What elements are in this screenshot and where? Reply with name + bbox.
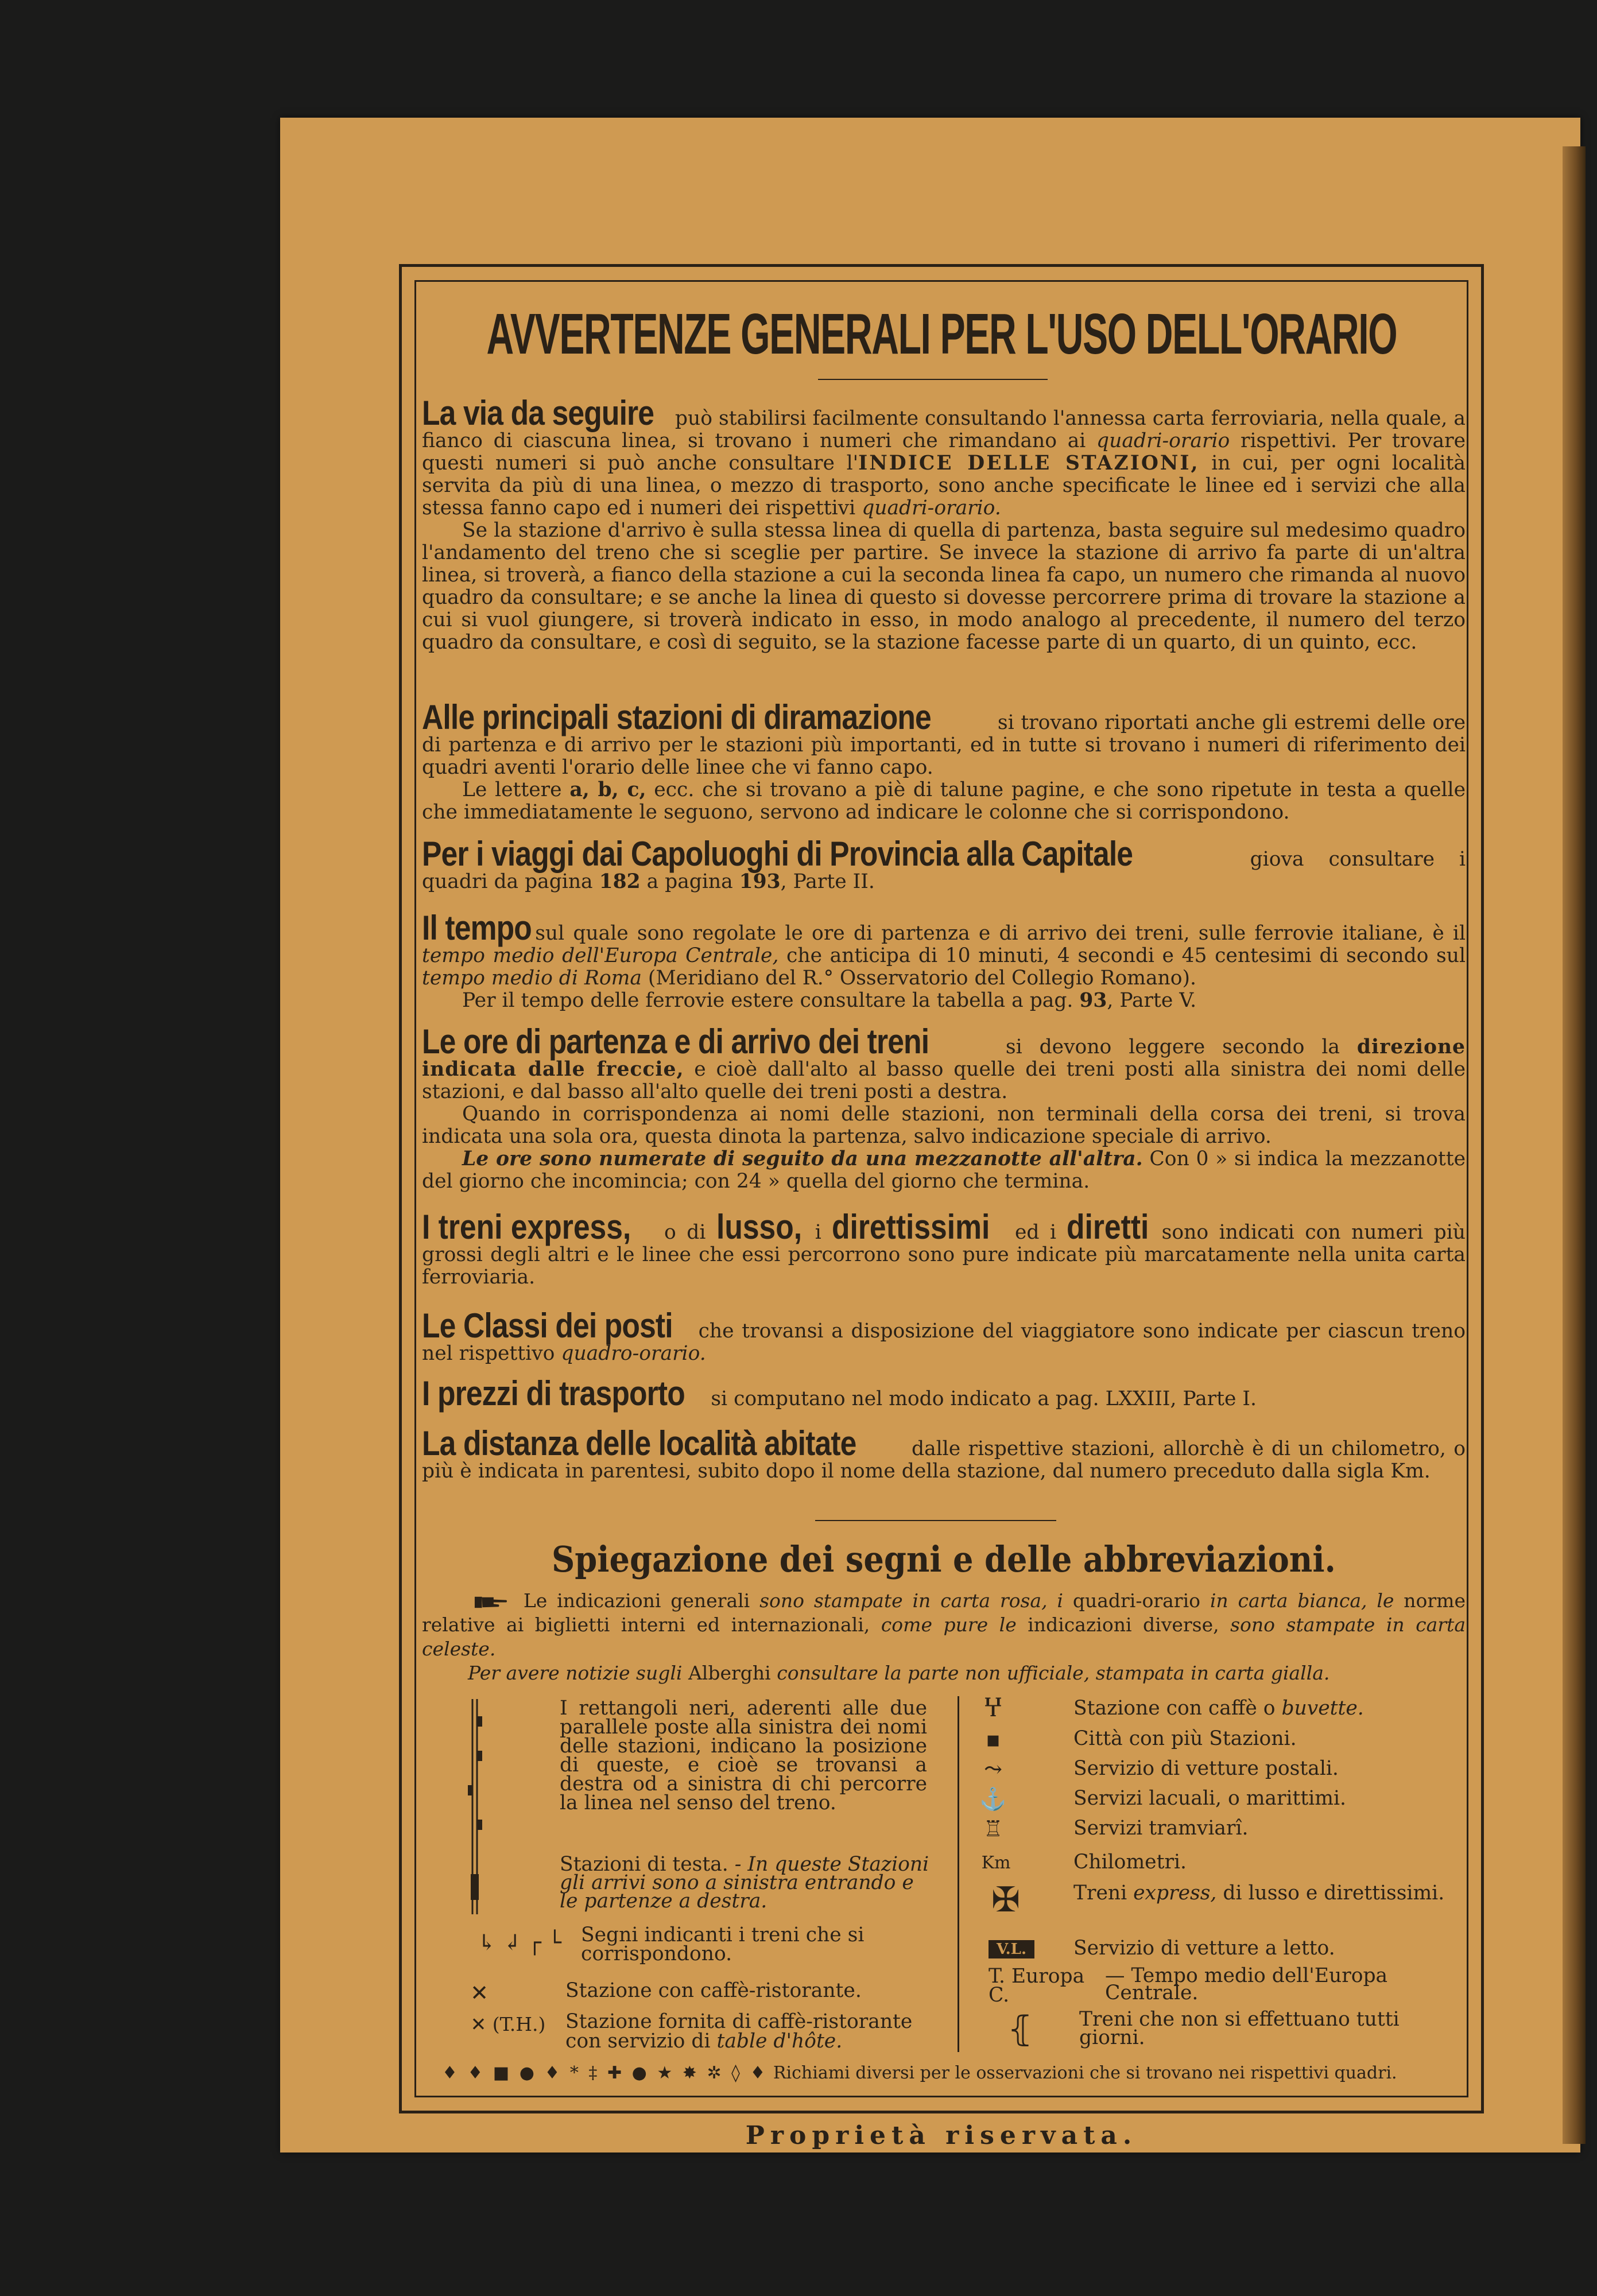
legend-europa-c: — Tempo medio dell'Europa Centrale. [1105,1964,1388,2004]
lead-tempo: Il tempo [422,909,532,947]
legend-segni-treni: Segni indicanti i treni che si corrispondono. [581,1923,865,1965]
express-train-icon: ✠ [991,1880,1021,1920]
text: quadri-orario [1096,429,1230,452]
paragraph-ore-partenza [422,1022,1466,1193]
text: di lusso e direttissimi. [1216,1882,1445,1905]
text: lusso, [716,1208,803,1246]
text: Le indicazioni generali [514,1589,760,1612]
text: Treni [1073,1882,1134,1905]
text: può stabilirsi facilmente consultando l'annessa carta ferroviaria, nella quale, a fianco di ciascuna linea, si trovano i numeri che rimandano ai [422,407,1466,452]
richiami-line [442,2064,1470,2082]
legend-caffe-ristorante: Stazione con caffè-ristorante. [565,1979,862,2002]
paragraph-capoluoghi [422,835,1466,893]
text: rispettivi. Per trovare questi numeri si può anche consultare l' [422,429,1466,475]
text: tempo medio dell'Europa Centrale, [422,944,779,967]
tram-icon: ♖ [983,1816,1003,1841]
section-title: Spiegazione dei segni e delle abbreviazioni. [551,1538,1336,1580]
richiami-symbols-icon: ♦ ♦ ■ ● ♦ * ‡ ✚ ● ★ ✸ ✲ ◊ ♦ [442,2063,768,2083]
text: quadri-orario [1063,1589,1210,1612]
lead-via-da-seguire: La via da seguire [422,394,654,432]
legend-table-dhote [565,2012,933,2051]
lead-capoluoghi: Per i viaggi dai Capoluoghi di Provincia alla Capitale [422,835,1133,873]
legend-tramviari: Servizi tramviarî. [1073,1817,1249,1840]
text: dalle rispettive stazioni, allorchè è di un chilometro, o più è indicata in parentesi, subito dopo il nome della stazione, dal numero preceduto dalla sigla Km. [422,1437,1466,1483]
text: o di [653,1221,716,1244]
legend-treni-express [1073,1882,1464,1905]
paragraph-prezzi [422,1374,1466,1413]
text: e cioè dall'alto al basso quelle dei treni posti alla sinistra dei nomi delle stazioni, e dal basso all'alto quelle dei treni posti a destra. [422,1058,1466,1103]
text: Per avere notizie sugli [468,1662,683,1684]
text: diretti [1067,1208,1149,1246]
text: Stazione fornita di caffè-ristorante con servizio di [565,2010,913,2053]
legend-chilometri: Chilometri. [1073,1851,1187,1874]
text: buvette. [1281,1697,1364,1720]
text: sul quale sono regolate le ore di partenza e di arrivo dei treni, sulle ferrovie italiane, è il [526,922,1466,945]
text: a pagina [640,870,739,893]
text: Quando in corrispondenza ai nomi delle stazioni, non terminali della corsa dei treni, si trova indicata una sola ora, questa dinota la partenza, salvo indicazione speciale di arrivo. [422,1103,1466,1148]
text: direttissimi [832,1208,990,1246]
km-label: Km [981,1853,1011,1873]
text: - In queste Stazioni gli arrivi sono a sinistra entrando e le partenze a destra. [560,1853,929,1913]
footer-proprieta: Proprietà riservata. [745,2121,1138,2150]
pointing-hand-icon [468,1593,514,1611]
legend-non-tutti-giorni: Treni che non si effettuano tutti giorni. [1079,2008,1400,2049]
text: ed i [1004,1221,1067,1244]
text: sono stampate in carta rosa, i [759,1589,1063,1612]
legend-rettangoli: I rettangoli neri, aderenti alle due parallele poste alla sinistra dei nomi delle stazioni, indicano la posizione di queste, e cioè se trovansi a destra od a sinistra di chi percorre la linea nel senso del treno. [560,1697,927,1814]
text: INDICE DELLE STAZIONI, [858,452,1200,475]
table-dhote-icon: ✕ (T.H.) [470,2013,546,2035]
lead-treni-express: I treni express, [422,1208,631,1246]
text: Stazione con caffè o [1073,1697,1282,1720]
city-stations-icon: ▪ [986,1727,1001,1752]
cover-edge [1563,146,1586,2144]
text: Alberghi [682,1662,777,1684]
anchor-icon: ⚓ [979,1786,1007,1812]
legend-lacuali: Servizi lacuali, o marittimi. [1073,1787,1346,1810]
text: quadro-orario. [561,1342,706,1365]
text: Stazioni di testa. [560,1853,728,1876]
header [419,294,1464,374]
text: giova consultare i quadri da pagina [422,848,1466,893]
brace-icon: ⦃ [1007,2009,1033,2049]
correspondence-signs-icon: ↳ ↲ ┌ └ [478,1930,561,1955]
lead-classi: Le Classi dei posti [422,1306,673,1345]
lead-prezzi: I prezzi di trasporto [422,1374,685,1413]
paragraph-tempo [422,909,1466,1012]
text: direzione indicata dalle freccie, [422,1035,1466,1081]
text: , Parte V. [1107,989,1197,1012]
text: table d'hôte. [716,2030,843,2053]
header-rule [818,379,1048,380]
buvette-icon: Ⴤ [984,1696,1002,1721]
text: norme relative ai biglietti interni ed internazionali, [422,1589,1466,1636]
text: sono indicati con numeri più grossi degli altri e le linee che essi percorrono sono pure indicate più marcatamente nella unita carta ferroviaria. [422,1221,1466,1289]
text: express, [1133,1882,1217,1905]
text: che trovansi a disposizione del viaggiatore sono indicate per ciascun treno nel rispettivo [422,1320,1466,1365]
postal-carriage-icon: ⤳ [984,1756,1002,1782]
europa-c-label: T. Europa C. [989,1965,1085,2007]
text: in cui, per ogni località servita da più di una linea, o mezzo di trasporto, sono anche specificate le linee ed i servizi che alla stessa fanno capo ed i numeri dei rispettivi [422,452,1466,519]
text: come pure le [881,1614,1017,1636]
text: Le ore sono numerate di seguito da una mezzanotte all'altra. [462,1147,1143,1170]
text: Se la stazione d'arrivo è sulla stessa linea di quella di partenza, basta seguire sul medesimo quadro l'andamento del treno che si sceglie per partire. Se invece la stazione di arrivo fa parte di un'altra linea, si troverà, a fianco della stazione a cui la seconda linea fa capo, un numero che rimanda al nuovo quadro da consultare; e se anche la linea di questo si dovesse percorrere prima di trovare la stazione a cui si vuol giungere, si troverà indicato in esso, in modo analogo al precedente, il numero del terzo quadro da consultare, e così di seguito, se la stazione facesse parte di un quarto, di un quinto, ecc. [422,519,1466,654]
sleeping-car-icon: V.L. [989,1940,1034,1958]
lead-distanza: La distanza delle località abitate [422,1424,856,1463]
station-rectangles-icon [468,1699,485,1865]
paragraph-classi [422,1306,1466,1365]
section-rule [815,1520,1056,1521]
legend-stazioni-testa [560,1853,933,1913]
text: 93 [1079,989,1107,1012]
text: si computano nel modo indicato a pag. LXXIII, Parte I. [704,1387,1257,1410]
paragraph-treni-express [422,1208,1466,1289]
restaurant-icon: ✕ [470,1980,489,2006]
text: Per il tempo delle ferrovie estere consultare la tabella a pag. [462,989,1080,1012]
page-title: AVVERTENZE GENERALI PER L'USO DELL'ORARIO [486,301,1397,366]
text: 193 [739,870,781,893]
legend-buvette [1073,1699,1464,1718]
text: , Parte II. [780,870,875,893]
text: si trovano riportati anche gli estremi delle ore di partenza e di arrivo per le stazioni più importanti, ed in tutte si trovano i numeri di riferimento dei quadri aventi l'orario delle linee che vi fanno capo. [422,711,1466,779]
legend-citta: Città con più Stazioni. [1073,1727,1297,1750]
text: che anticipa di 10 minuti, 4 secondi e 45 centesimi di secondo sul [778,944,1466,967]
text: tempo medio di Roma [422,967,642,990]
text: a, b, c, [569,778,646,801]
text: in carta bianca, le [1210,1589,1394,1612]
paragraph-distanza [422,1424,1466,1483]
section-note [422,1589,1466,1685]
text: 182 [599,870,641,893]
text: Le lettere [462,778,570,801]
text: consultare la parte non ufficiale, stampata in carta gialla. [777,1662,1330,1684]
text: sono stampate in carta celeste. [422,1614,1466,1660]
text: quadri-orario. [862,497,1001,519]
head-station-icon [468,1851,485,1914]
text: ecc. che si trovano a piè di talune pagine, e che sono ripetute in testa a quelle che immediatamente le seguono, servono ad indicare le colonne che si corrispondono. [422,778,1466,824]
text: (Meridiano del R.° Osservatorio del Collegio Romano). [641,967,1196,990]
paragraph-diramazione [422,698,1466,824]
paragraph-via-da-seguire [422,394,1466,654]
text: i [804,1221,832,1244]
text: Con 0 » si indica la mezzanotte del giorno che incomincia; con 24 » quella del giorno che termina. [422,1147,1466,1193]
legend-divider [958,1696,959,2052]
text: si devono leggere secondo la [988,1035,1357,1058]
legend-vetture-letto: Servizio di vetture a letto. [1073,1937,1335,1960]
legend-vetture-postali: Servizio di vetture postali. [1073,1757,1339,1780]
lead-ore-partenza: Le ore di partenza e di arrivo dei treni [422,1022,929,1061]
text: Richiami diversi per le osservazioni che si trovano nei rispettivi quadri. [773,2063,1397,2083]
text: indicazioni diverse, [1016,1614,1231,1636]
lead-diramazione: Alle principali stazioni di diramazione [422,698,931,736]
